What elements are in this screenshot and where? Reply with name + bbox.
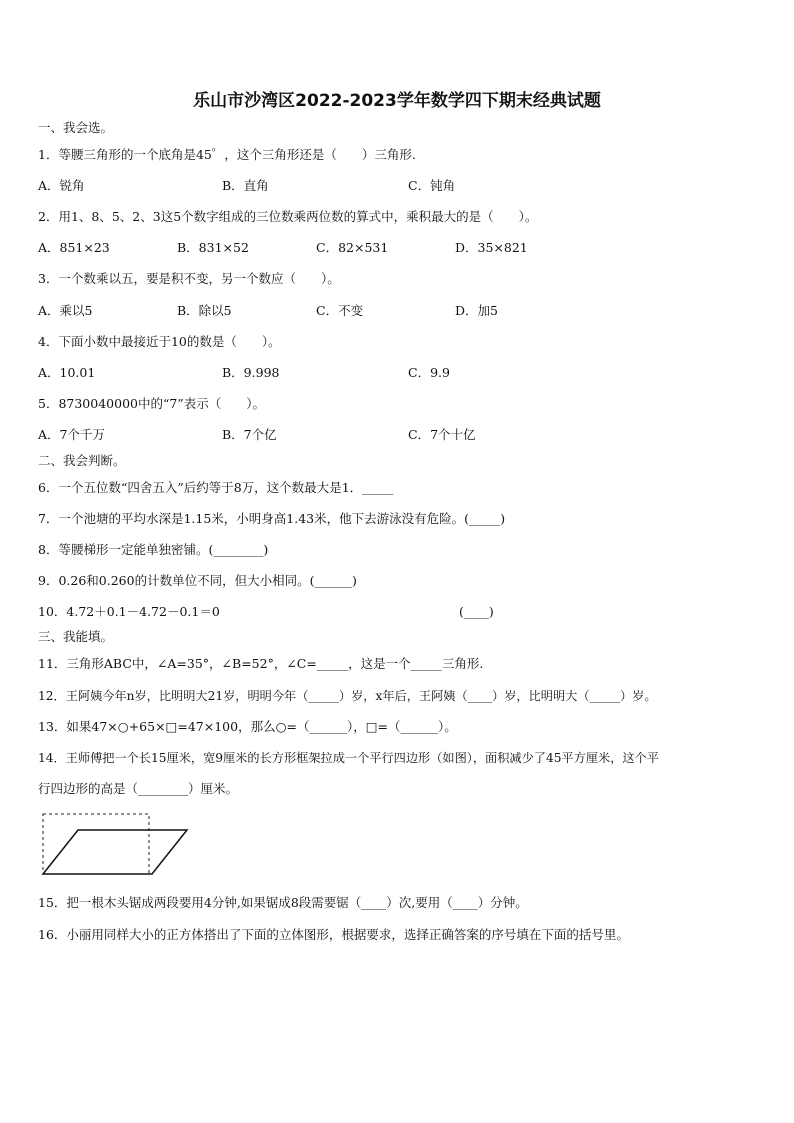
parallelogram-shape	[43, 830, 187, 874]
question-1-text: 1．等腰三角形的一个底角是45゜，这个三角形还是（ ）三角形.	[38, 147, 416, 162]
question-5-option-a: A．7个千万	[38, 427, 105, 442]
question-6-text: 6．一个五位数“四舍五入”后约等于8万，这个数最大是1．_____	[38, 480, 394, 495]
question-16-text: 16．小丽用同样大小的正方体搭出了下面的立体图形，根据要求，选择正确答案的序号填在下面的括号里。	[38, 927, 629, 942]
parallelogram-figure	[40, 812, 192, 878]
question-3-option-b: B．除以5	[177, 303, 232, 318]
question-13-text: 13．如果47×○+65×□=47×100，那么○=（______），□=（______）。	[38, 719, 457, 734]
question-5-option-c: C．7个十亿	[408, 427, 476, 442]
question-11-text: 11．三角形ABC中，∠A=35°，∠B=52°，∠C=_____，这是一个_____三角形.	[38, 656, 484, 671]
section-heading-3: 三、我能填。	[38, 629, 114, 644]
question-14-text-line-2: 行四边形的高是（________）厘米。	[38, 781, 239, 796]
page-title: 乐山市沙湾区2022-2023学年数学四下期末经典试题	[193, 91, 601, 111]
question-10-answer-blank: (____)	[459, 604, 494, 619]
section-heading-2: 二、我会判断。	[38, 453, 126, 468]
question-4-option-c: C．9.9	[408, 365, 450, 380]
question-5-text: 5．8730040000中的“7”表示（ ）。	[38, 396, 265, 411]
question-8-text: 8．等腰梯形一定能单独密铺。(________)	[38, 542, 269, 557]
question-3-option-d: D．加5	[455, 303, 498, 318]
question-7-text: 7．一个池塘的平均水深是1.15米，小明身高1.43米，他下去游泳没有危险。(_____)	[38, 511, 506, 526]
question-4-option-b: B．9.998	[222, 365, 280, 380]
question-2-option-b: B．831×52	[177, 240, 249, 255]
question-14-text-line-1: 14．王师傅把一个长15厘米，宽9厘米的长方形框架拉成一个平行四边形（如图），面积减少了45平方厘米，这个平	[38, 751, 659, 765]
question-1-option-c: C．钝角	[408, 178, 456, 193]
original-rectangle-dashed	[43, 814, 149, 874]
question-2-option-c: C．82×531	[316, 240, 389, 255]
question-3-option-a: A．乘以5	[38, 303, 93, 318]
question-5-option-b: B．7个亿	[222, 427, 277, 442]
question-15-text: 15．把一根木头锯成两段要用4分钟,如果锯成8段需要锯（____）次,要用（____）分钟。	[38, 895, 528, 910]
question-3-option-c: C．不变	[316, 303, 364, 318]
section-heading-1: 一、我会选。	[38, 120, 114, 135]
question-2-text: 2．用1、8、5、2、3这5个数字组成的三位数乘两位数的算式中，乘积最大的是（ ）。	[38, 209, 538, 224]
question-1-option-a: A．锐角	[38, 178, 85, 193]
question-3-text: 3．一个数乘以五，要是积不变，另一个数应（ ）。	[38, 271, 340, 286]
question-2-option-a: A．851×23	[38, 240, 110, 255]
question-4-text: 4．下面小数中最接近于10的数是（ ）。	[38, 334, 281, 349]
question-10-text: 10．4.72＋0.1－4.72－0.1＝0	[38, 604, 220, 619]
question-9-text: 9．0.26和0.260的计数单位不同，但大小相同。(______)	[38, 573, 357, 588]
question-12-text: 12．王阿姨今年n岁，比明明大21岁，明明今年（_____）岁，x年后，王阿姨（____）岁，比明明大（_____）岁。	[38, 689, 657, 703]
question-4-option-a: A．10.01	[38, 365, 96, 380]
question-2-option-d: D．35×821	[455, 240, 528, 255]
question-1-option-b: B．直角	[222, 178, 269, 193]
